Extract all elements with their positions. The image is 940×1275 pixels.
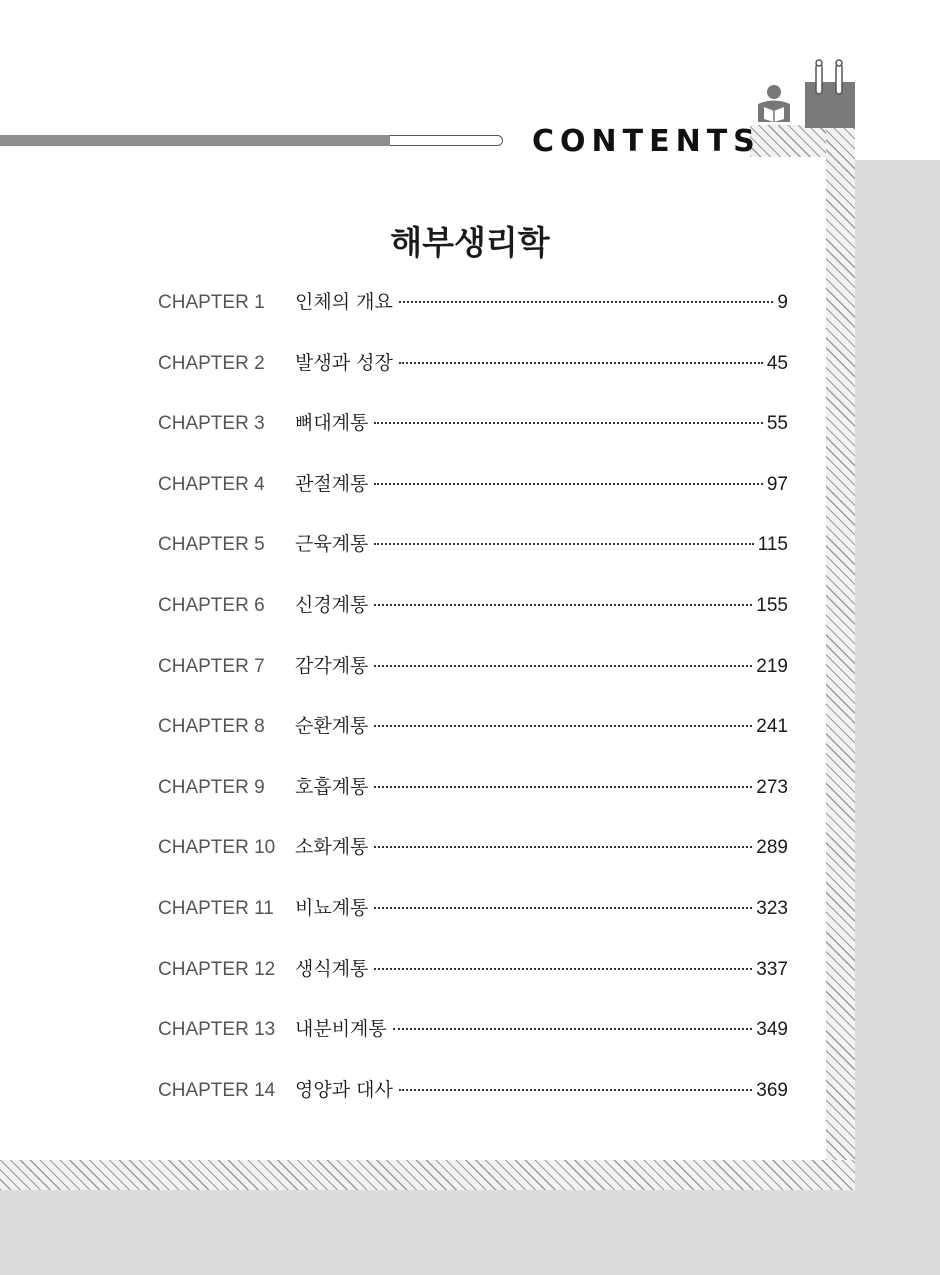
toc-dot-leader <box>374 786 752 788</box>
toc-chapter-title: 영양과 대사 <box>295 1078 393 1101</box>
toc-entry[interactable] <box>158 529 788 590</box>
toc-chapter-label: CHAPTER 1 <box>158 292 265 313</box>
toc-dot-leader <box>374 422 762 424</box>
toc-page-number: 337 <box>756 958 788 980</box>
toc-entry[interactable] <box>158 1075 788 1136</box>
table-of-contents <box>158 287 788 1135</box>
toc-dot-leader <box>374 725 752 727</box>
toc-entry[interactable] <box>158 651 788 712</box>
toc-chapter-label: CHAPTER 12 <box>158 958 276 980</box>
toc-page-number: 219 <box>756 655 788 677</box>
toc-page-number: 155 <box>756 594 788 616</box>
toc-dot-leader <box>374 543 753 545</box>
toc-dot-leader <box>374 604 752 606</box>
toc-chapter-label: CHAPTER 7 <box>158 655 265 677</box>
toc-entry[interactable] <box>158 1014 788 1075</box>
toc-entry[interactable] <box>158 893 788 954</box>
toc-dot-leader <box>393 1028 753 1030</box>
hatched-border-right <box>826 125 855 1190</box>
toc-entry[interactable] <box>158 772 788 833</box>
toc-page-number: 349 <box>756 1019 788 1041</box>
toc-entry[interactable] <box>158 832 788 893</box>
toc-page-number: 45 <box>766 352 788 374</box>
toc-page-number: 115 <box>757 534 788 556</box>
header-tube <box>390 135 503 146</box>
toc-chapter-label: CHAPTER 8 <box>158 716 265 738</box>
toc-dot-leader <box>374 846 752 848</box>
toc-entry[interactable] <box>158 408 788 469</box>
toc-chapter-title: 인체의 개요 <box>295 291 393 313</box>
toc-dot-leader <box>374 907 752 909</box>
toc-chapter-label: CHAPTER 13 <box>158 1019 276 1041</box>
book-title: 해부생리학 <box>390 223 550 262</box>
toc-dot-leader <box>374 968 752 970</box>
toc-chapter-title: 뼈대계통 <box>295 412 369 435</box>
toc-chapter-title: 순환계통 <box>295 715 369 738</box>
toc-page-number: 323 <box>756 897 788 919</box>
toc-chapter-title: 생식계통 <box>295 957 369 980</box>
toc-dot-leader <box>399 362 763 364</box>
toc-dot-leader <box>374 665 752 667</box>
toc-chapter-title: 신경계통 <box>295 593 369 616</box>
toc-page-number: 273 <box>756 776 788 798</box>
toc-chapter-label: CHAPTER 2 <box>158 352 265 374</box>
toc-chapter-title: 감각계통 <box>295 654 369 677</box>
toc-page-number: 289 <box>756 837 788 859</box>
toc-chapter-title: 비뇨계통 <box>295 896 369 919</box>
toc-page-number: 9 <box>777 292 788 313</box>
person-reading-icon <box>752 82 796 130</box>
hatched-border-bottom <box>0 1160 855 1190</box>
binder-clip-icon <box>804 58 856 132</box>
toc-dot-leader <box>399 1089 752 1091</box>
toc-dot-leader <box>374 483 762 485</box>
toc-chapter-label: CHAPTER 14 <box>158 1079 276 1101</box>
toc-chapter-title: 소화계통 <box>295 836 369 859</box>
toc-page-number: 241 <box>756 716 788 738</box>
toc-chapter-label: CHAPTER 11 <box>158 897 274 919</box>
background-band-bottom <box>0 1190 940 1275</box>
toc-chapter-title: 호흡계통 <box>295 775 369 798</box>
toc-entry[interactable] <box>158 348 788 409</box>
toc-chapter-label: CHAPTER 3 <box>158 413 265 435</box>
toc-entry[interactable] <box>158 954 788 1015</box>
toc-dot-leader <box>399 301 774 303</box>
header-bar <box>0 135 392 146</box>
toc-chapter-title: 근육계통 <box>295 533 369 556</box>
contents-title: CONTENTS <box>532 124 761 159</box>
toc-chapter-label: CHAPTER 9 <box>158 776 265 798</box>
toc-chapter-label: CHAPTER 10 <box>158 837 276 859</box>
background-band-right <box>855 160 940 1275</box>
toc-page-number: 55 <box>766 413 788 435</box>
toc-chapter-title: 내분비계통 <box>295 1018 387 1041</box>
toc-chapter-label: CHAPTER 6 <box>158 594 265 616</box>
toc-chapter-title: 발생과 성장 <box>295 351 393 374</box>
toc-entry[interactable] <box>158 469 788 530</box>
toc-entry[interactable] <box>158 711 788 772</box>
toc-entry[interactable] <box>158 287 788 348</box>
toc-page-number: 369 <box>756 1079 788 1101</box>
toc-chapter-label: CHAPTER 5 <box>158 534 265 556</box>
toc-page-number: 97 <box>766 473 788 495</box>
toc-chapter-title: 관절계통 <box>295 472 369 495</box>
toc-entry[interactable] <box>158 590 788 651</box>
toc-chapter-label: CHAPTER 4 <box>158 473 265 495</box>
